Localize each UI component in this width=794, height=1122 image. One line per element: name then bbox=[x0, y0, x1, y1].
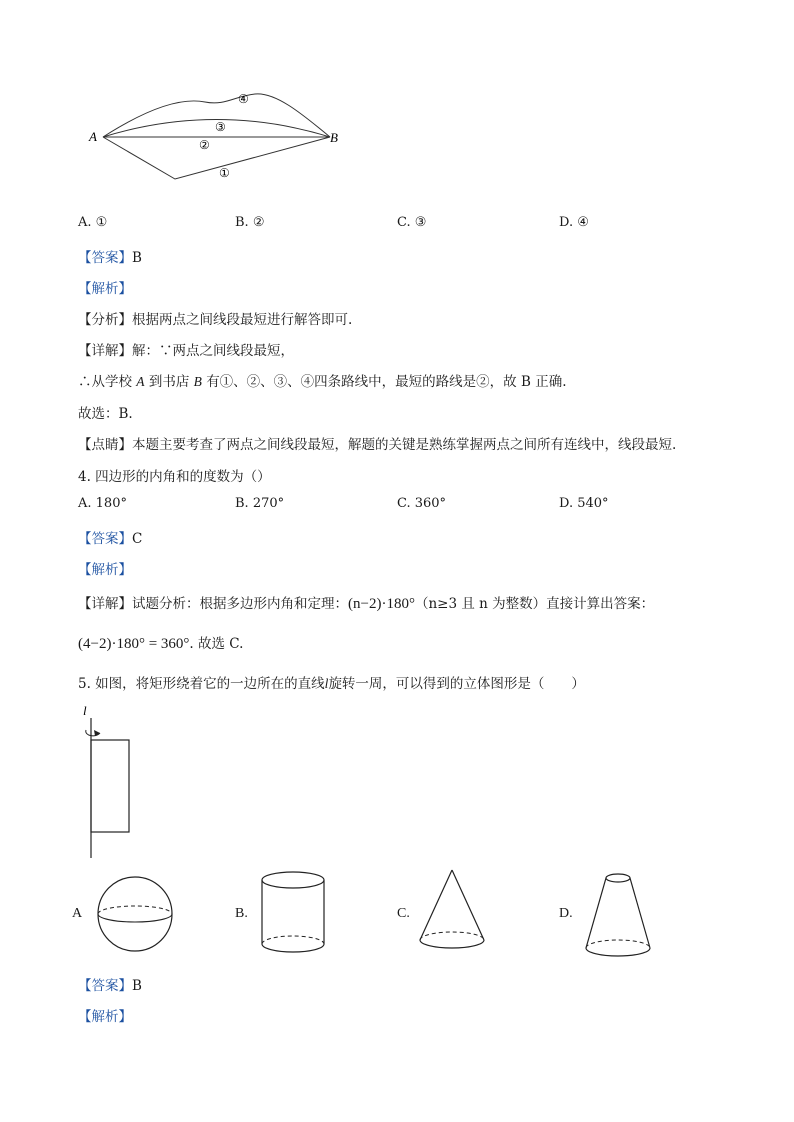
reasoning-text-a: ∴从学校 bbox=[78, 374, 132, 390]
route-3-label: ③ bbox=[215, 120, 226, 134]
q3-reasoning-line bbox=[78, 370, 566, 390]
analysis-tag: 【解析】 bbox=[78, 281, 132, 297]
q5-stem bbox=[78, 672, 585, 692]
q3-detail-line bbox=[78, 339, 294, 359]
reasoning-text-c: 有①、②、③、④四条路线中，最短的路线是②，故 B 正确. bbox=[206, 374, 567, 390]
q5-option-c-label: C. bbox=[397, 906, 410, 921]
sphere-icon bbox=[95, 874, 175, 954]
answer-value: B bbox=[132, 978, 142, 994]
q3-option-c: C. ③ bbox=[397, 215, 427, 230]
answer-tag: 【答案】 bbox=[78, 531, 132, 547]
q3-option-d: D. ④ bbox=[559, 215, 589, 230]
cylinder-icon bbox=[257, 868, 329, 958]
q4-answer-line bbox=[78, 527, 142, 547]
axis-l-label: l bbox=[83, 703, 87, 718]
q4-option-c: C. 360° bbox=[397, 496, 447, 511]
school-point-label: A bbox=[136, 374, 145, 389]
analysis-tag: 【解析】 bbox=[78, 562, 132, 578]
route-1-polyline bbox=[103, 137, 330, 179]
reasoning-text-b: 到书店 bbox=[148, 374, 190, 390]
stem-text-b: 旋转一周，可以得到的立体图形是（ ） bbox=[328, 676, 585, 692]
q5-analysis-line bbox=[78, 1005, 132, 1025]
shop-point-label: B bbox=[193, 374, 202, 389]
q3-fenxi-line bbox=[78, 308, 352, 328]
analysis-tag: 【解析】 bbox=[78, 1009, 132, 1025]
answer-value: C bbox=[132, 531, 143, 547]
fenxi-tag: 【分析】 bbox=[78, 312, 132, 328]
frustum-icon bbox=[582, 868, 654, 962]
answer-tag: 【答案】 bbox=[78, 250, 132, 266]
detail-tag: 【详解】 bbox=[78, 596, 132, 612]
q3-comment-line bbox=[78, 433, 676, 453]
q3-option-a: A. ① bbox=[78, 215, 108, 230]
q3-option-b: B. ② bbox=[235, 215, 265, 230]
answer-value: B bbox=[132, 250, 142, 266]
fenxi-text: 根据两点之间线段最短进行解答即可. bbox=[132, 312, 353, 328]
detail-note: （n≥3 且 n 为整数）直接计算出答案： bbox=[414, 596, 655, 612]
q4-analysis-line bbox=[78, 558, 132, 578]
cone-icon bbox=[416, 866, 488, 956]
comment-text: 本题主要考查了两点之间线段最短，解题的关键是熟练掌握两点之间所有连线中，线段最短. bbox=[132, 437, 677, 453]
detail-text: 试题分析：根据多边形内角和定理： bbox=[132, 596, 348, 612]
formula-polygon-angle-sum: (n−2)·180° bbox=[348, 596, 415, 612]
comment-tag: 【点睛】 bbox=[78, 437, 132, 453]
q4-stem: 4. 四边形的内角和的度数为（） bbox=[78, 469, 271, 485]
q4-detail-line bbox=[78, 592, 654, 613]
stem-text-a: 5. 如图，将矩形绕着它的一边所在的直线 bbox=[78, 676, 325, 692]
answer-tag: 【答案】 bbox=[78, 978, 132, 994]
q4-choice: . 故选 C. bbox=[189, 636, 244, 652]
routes-figure bbox=[85, 82, 350, 192]
stem-line-label: l bbox=[324, 676, 329, 691]
q5-option-a-label: A bbox=[72, 906, 83, 921]
q4-calc-line bbox=[78, 632, 243, 653]
rectangle-shape bbox=[91, 740, 129, 832]
route-4-label: ④ bbox=[238, 92, 249, 106]
route-2-label: ② bbox=[199, 138, 210, 152]
point-b-label: B bbox=[330, 130, 338, 145]
detail-tag: 【详解】 bbox=[78, 343, 132, 359]
q3-choice-line: 故选：B. bbox=[78, 406, 133, 422]
q3-answer-line bbox=[78, 246, 142, 266]
q5-option-b-label: B. bbox=[235, 906, 248, 921]
route-1-label: ① bbox=[219, 166, 230, 180]
q5-answer-line bbox=[78, 974, 142, 994]
q4-option-b: B. 270° bbox=[235, 496, 285, 511]
detail-text: 解：∵两点之间线段最短， bbox=[132, 343, 294, 359]
rotation-figure bbox=[74, 700, 144, 860]
q4-option-d: D. 540° bbox=[559, 496, 609, 511]
q5-option-d-label: D. bbox=[559, 906, 573, 921]
q3-analysis-line bbox=[78, 277, 132, 297]
point-a-label: A bbox=[89, 129, 97, 144]
q4-option-a: A. 180° bbox=[78, 496, 127, 511]
formula-calculation: (4−2)·180° = 360° bbox=[78, 636, 190, 652]
